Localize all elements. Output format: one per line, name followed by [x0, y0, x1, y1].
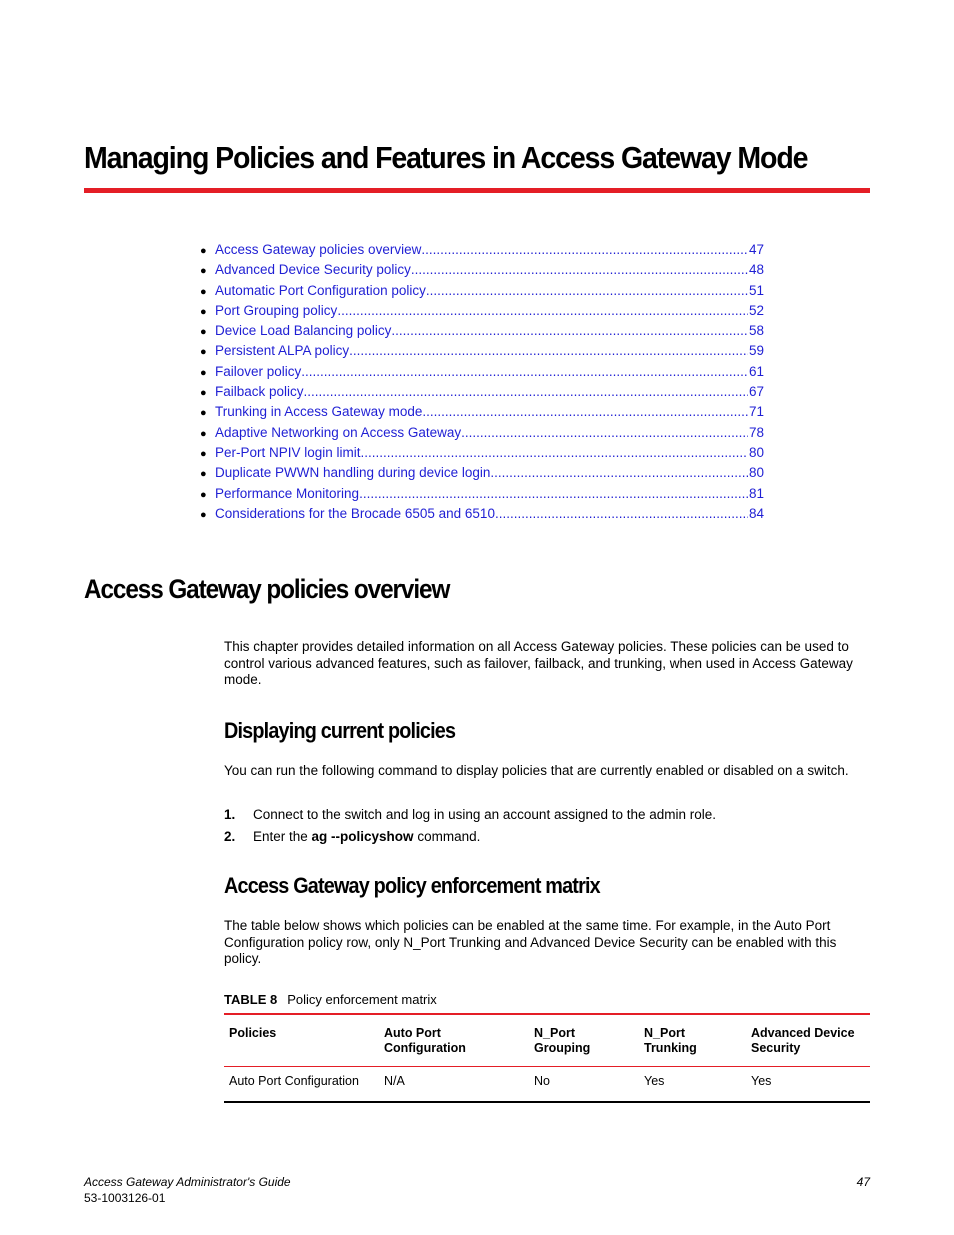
- step-number: 1.: [224, 807, 236, 822]
- toc-item[interactable]: [200, 260, 764, 280]
- step-2: [224, 828, 480, 845]
- bullet-icon: ●: [200, 407, 207, 420]
- toc-leader-dots: [349, 341, 748, 361]
- toc-leader-dots: [391, 321, 748, 341]
- toc-item[interactable]: [200, 463, 764, 483]
- toc-item[interactable]: [200, 402, 764, 422]
- toc-item-page[interactable]: 80: [748, 465, 764, 481]
- toc-item-label[interactable]: Persistent ALPA policy: [215, 343, 350, 359]
- bullet-icon: ●: [200, 427, 207, 440]
- toc-item-label[interactable]: Performance Monitoring: [215, 485, 360, 501]
- toc-leader-dots: [422, 402, 748, 422]
- toc-item[interactable]: [200, 423, 764, 443]
- displaying-paragraph: You can run the following command to display policies that are currently enabled or disabled on a switch.: [224, 763, 849, 778]
- toc-item-page[interactable]: 80: [748, 444, 764, 460]
- table-cell: Yes: [639, 1067, 746, 1103]
- toc-leader-dots: [337, 301, 748, 321]
- section-heading-overview: Access Gateway policies overview: [84, 574, 450, 604]
- step-number: 2.: [224, 829, 236, 844]
- toc-item[interactable]: [200, 321, 764, 341]
- subsection-heading-displaying: Displaying current policies: [224, 718, 456, 743]
- subsection-heading-matrix: Access Gateway policy enforcement matrix: [224, 873, 600, 898]
- table-row: [224, 1067, 870, 1103]
- chapter-toc: [200, 240, 764, 524]
- toc-item-page[interactable]: 48: [748, 262, 764, 278]
- command-text: ag --policyshow: [311, 829, 414, 844]
- toc-leader-dots: [411, 260, 748, 280]
- bullet-icon: ●: [200, 508, 207, 521]
- column-header: N_Port Grouping: [529, 1014, 639, 1067]
- toc-item-label[interactable]: Adaptive Networking on Access Gateway: [215, 424, 462, 440]
- column-header: N_Port Trunking: [639, 1014, 746, 1067]
- toc-item-page[interactable]: 71: [748, 404, 764, 420]
- step-text: Connect to the switch and log in using an account assigned to the admin role.: [253, 807, 717, 822]
- bullet-icon: ●: [200, 265, 207, 278]
- chapter-title: Managing Policies and Features in Access Gateway Mode: [84, 140, 808, 175]
- column-header: Auto Port Configuration: [379, 1014, 529, 1067]
- toc-item[interactable]: [200, 362, 764, 382]
- toc-item-page[interactable]: 51: [748, 282, 764, 298]
- policy-enforcement-table: [224, 1013, 870, 1103]
- bullet-icon: ●: [200, 285, 207, 298]
- chapter-title-rule: [84, 188, 870, 193]
- bullet-icon: ●: [200, 488, 207, 501]
- toc-item-page[interactable]: 61: [748, 363, 764, 379]
- toc-leader-dots: [490, 463, 748, 483]
- bullet-icon: ●: [200, 245, 207, 257]
- toc-leader-dots: [421, 240, 748, 260]
- table-cell: N/A: [379, 1067, 529, 1103]
- table-caption-label: TABLE 8: [224, 992, 278, 1007]
- toc-item-page[interactable]: 67: [748, 384, 764, 400]
- toc-leader-dots: [495, 504, 748, 524]
- footer-guide-title: Access Gateway Administrator's Guide: [84, 1175, 291, 1189]
- toc-item-page[interactable]: 59: [748, 343, 764, 359]
- bullet-icon: ●: [200, 346, 207, 359]
- toc-item-page[interactable]: 52: [748, 302, 764, 318]
- toc-item-label[interactable]: Per-Port NPIV login limit: [215, 444, 361, 460]
- toc-item-label[interactable]: Failover policy: [215, 363, 302, 379]
- table-cell: Auto Port Configuration: [224, 1067, 379, 1103]
- bullet-icon: ●: [200, 447, 207, 460]
- page-footer-left: [84, 1175, 291, 1206]
- toc-item[interactable]: [200, 504, 764, 524]
- toc-item[interactable]: [200, 301, 764, 321]
- toc-leader-dots: [461, 423, 748, 443]
- toc-item-page[interactable]: 78: [748, 424, 764, 440]
- step-text-before: Enter the: [253, 829, 312, 844]
- overview-paragraph: This chapter provides detailed information on all Access Gateway policies. These policies can be used to control various advanced features, such as failover, failback, and trunking, when used in Access Gateway mode.: [224, 639, 853, 688]
- toc-item-label[interactable]: Access Gateway policies overview: [215, 242, 422, 257]
- toc-item[interactable]: [200, 484, 764, 504]
- bullet-icon: ●: [200, 366, 207, 379]
- bullet-icon: ●: [200, 387, 207, 400]
- toc-item-label[interactable]: Advanced Device Security policy: [215, 262, 411, 278]
- toc-leader-dots: [359, 484, 748, 504]
- table-caption-text: Policy enforcement matrix: [287, 992, 437, 1007]
- toc-item[interactable]: [200, 240, 764, 260]
- toc-leader-dots: [301, 362, 748, 382]
- table-cell: No: [529, 1067, 639, 1103]
- step-text-after: command.: [413, 829, 481, 844]
- table-header-row: [224, 1014, 870, 1067]
- matrix-paragraph: The table below shows which policies can be enabled at the same time. For example, in the Auto Port Configuration policy row, only N_Port Trunking and Advanced Device Security can be enabled with this policy.: [224, 918, 837, 967]
- bullet-icon: ●: [200, 326, 207, 339]
- toc-item[interactable]: [200, 443, 764, 463]
- toc-item-page[interactable]: 47: [748, 242, 764, 257]
- toc-item-label[interactable]: Automatic Port Configuration policy: [215, 282, 426, 298]
- toc-leader-dots: [426, 281, 748, 301]
- toc-item[interactable]: [200, 341, 764, 361]
- column-header: Advanced Device Security: [746, 1014, 870, 1067]
- toc-item-page[interactable]: 84: [748, 505, 764, 521]
- toc-item-label[interactable]: Duplicate PWWN handling during device login: [215, 465, 491, 481]
- toc-item-page[interactable]: 81: [748, 485, 764, 501]
- toc-item[interactable]: [200, 281, 764, 301]
- table-cell: Yes: [746, 1067, 870, 1103]
- toc-item-label[interactable]: Device Load Balancing policy: [215, 323, 392, 339]
- footer-page-number: 47: [856, 1175, 870, 1189]
- table-caption: [224, 992, 437, 1007]
- bullet-icon: ●: [200, 468, 207, 481]
- toc-leader-dots: [361, 443, 748, 463]
- toc-item-label[interactable]: Failback policy: [215, 384, 304, 400]
- toc-item[interactable]: [200, 382, 764, 402]
- toc-item-label[interactable]: Considerations for the Brocade 6505 and 6510: [215, 505, 495, 521]
- toc-item-page[interactable]: 58: [748, 323, 764, 339]
- toc-item-label[interactable]: Trunking in Access Gateway mode: [215, 404, 423, 420]
- bullet-icon: ●: [200, 305, 207, 318]
- footer-doc-number: 53-1003126-01: [84, 1190, 166, 1205]
- toc-leader-dots: [304, 382, 748, 402]
- toc-item-label[interactable]: Port Grouping policy: [215, 302, 338, 318]
- column-header: Policies: [224, 1014, 379, 1067]
- step-1: [224, 806, 716, 823]
